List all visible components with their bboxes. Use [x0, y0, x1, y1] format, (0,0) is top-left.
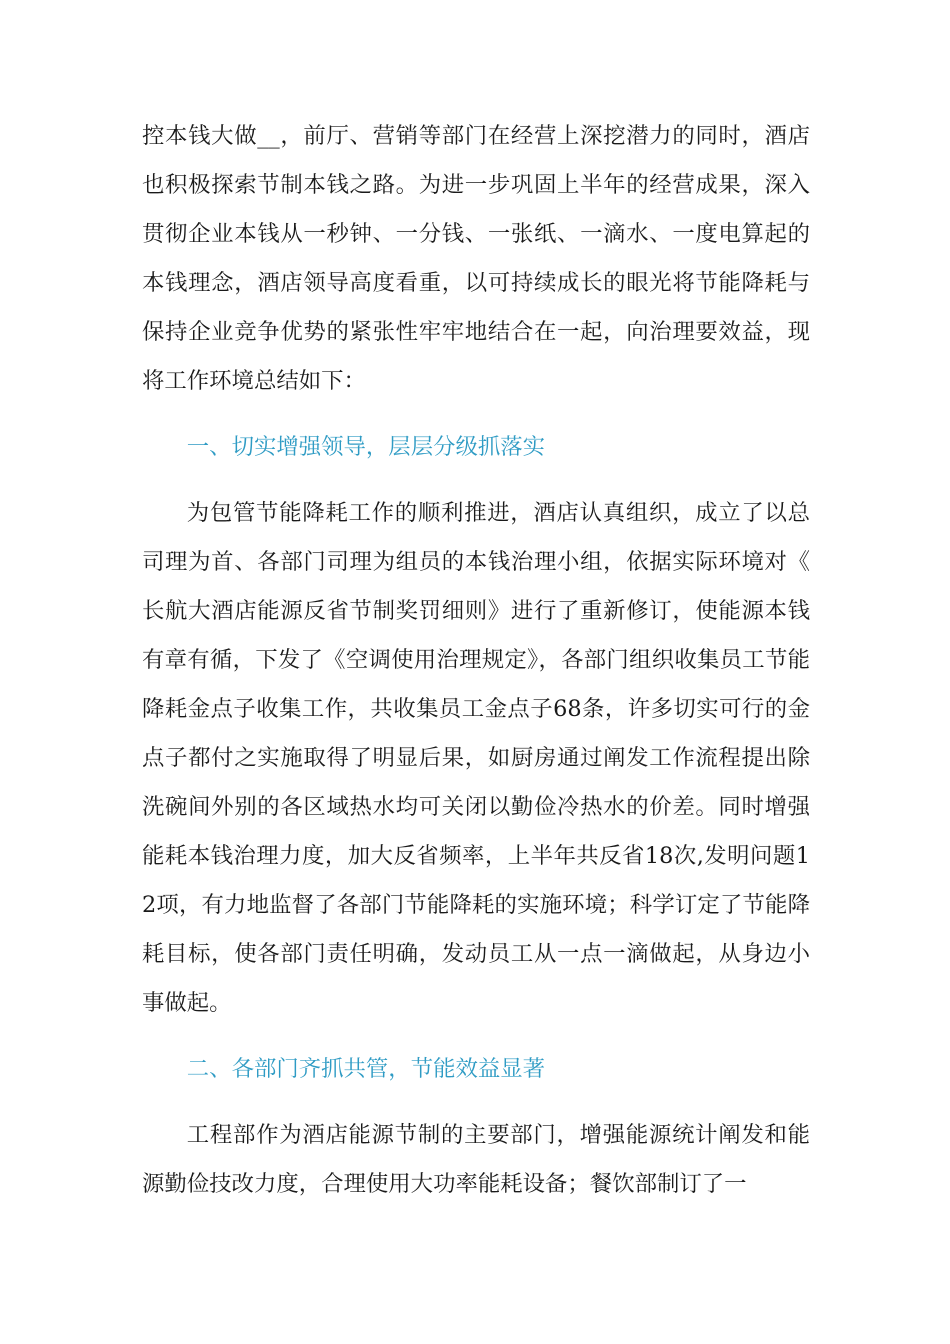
section-2-paragraph: 工程部作为酒店能源节制的主要部门，增强能源统计阐发和能源勤俭技改力度，合理使用大功率能耗设备；餐饮部制订了一 — [142, 1122, 810, 1197]
intro-paragraph: 控本钱大做__，前厅、营销等部门在经营上深挖潜力的同时，酒店也积极探索节制本钱之路。为进一步巩固上半年的经营成果，深入贯彻企业本钱从一秒钟、一分钱、一张纸、一滴水、一度电算起的本钱理念，酒店领导高度看重，以可持续成长的眼光将节能降耗与保持企业竞争优势的紧张性牢牢地结合在一起，向治理要效益，现将工作环境总结如下： — [142, 123, 810, 394]
section-2-heading: 二、各部门齐抓共管，节能效益显著 — [186, 1056, 546, 1082]
spacer — [142, 1094, 810, 1111]
spacer — [142, 406, 810, 423]
text-column — [142, 112, 810, 1209]
spacer — [142, 1028, 810, 1045]
section-1-paragraph: 为包管节能降耗工作的顺利推进，酒店认真组织，成立了以总司理为首、各部门司理为组员的本钱治理小组，依据实际环境对《长航大酒店能源反省节制奖罚细则》进行了重新修订，使能源本钱有章有循，下发了《空调使用治理规定》，各部门组织收集员工节能降耗金点子收集工作，共收集员工金点子68条，许多切实可行的金点子都付之实施取得了明显后果，如厨房通过阐发工作流程提出除洗碗间外别的各区域热水均可关闭以勤俭冷热水的价差。同时增强能耗本钱治理力度，加大反省频率，上半年共反省18次,发明问题12项，有力地监督了各部门节能降耗的实施环境；科学订定了节能降耗目标，使各部门责任明确，发动员工从一点一滴做起，从身边小事做起。 — [142, 500, 810, 1016]
section-1-heading: 一、切实增强领导，层层分级抓落实 — [186, 434, 546, 460]
spacer — [142, 472, 810, 489]
